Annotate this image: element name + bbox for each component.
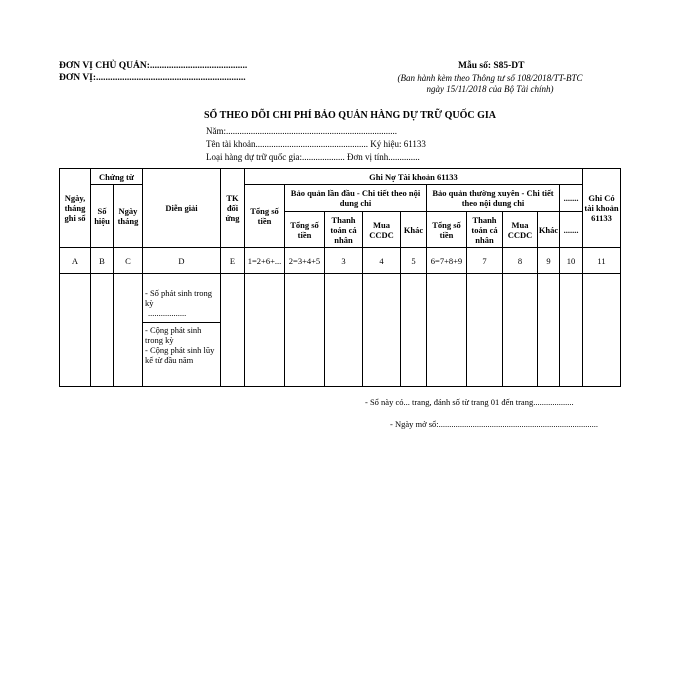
body-cell	[467, 274, 503, 387]
total-in-period: - Cộng phát sinh trong kỳ	[145, 325, 202, 345]
body-cell	[503, 274, 538, 387]
first-tools: Mua CCDC	[363, 212, 401, 248]
col-code: 3	[325, 248, 363, 274]
page-count-note: - Sổ này có... trang, đánh số từ trang 01 đến trang...................	[365, 397, 574, 407]
header-dots: .......	[560, 185, 583, 212]
header-voucher-no: Số hiệu	[91, 185, 114, 248]
body-cell	[60, 274, 91, 387]
regular-other: Khác	[538, 212, 560, 248]
page-title: SỔ THEO DÕI CHI PHÍ BẢO QUẢN HÀNG DỰ TRỮ QUỐC GIA	[204, 110, 496, 121]
col-code: D	[143, 248, 221, 274]
header-credit-61133: Ghi Có tài khoản 61133	[583, 169, 621, 248]
blank-entry-line: ..................	[148, 308, 187, 318]
header-debit-61133: Ghi Nợ Tài khoản 61133	[245, 169, 583, 185]
col-code: A	[60, 248, 91, 274]
body-cell	[285, 274, 325, 387]
body-cell	[363, 274, 401, 387]
col-code: 9	[538, 248, 560, 274]
header-first-storage: Bảo quản lần đầu - Chi tiết theo nội dung chi	[285, 185, 427, 212]
body-cell	[401, 274, 427, 387]
col-code: 4	[363, 248, 401, 274]
col-code: 7	[467, 248, 503, 274]
open-date-note: - Ngày mở sổ:...........................................................................	[390, 419, 599, 429]
ledger-table	[59, 168, 621, 387]
regular-tools: Mua CCDC	[503, 212, 538, 248]
header-date: Ngày, tháng ghi sổ	[60, 169, 91, 248]
regular-personal: Thanh toán cá nhân	[467, 212, 503, 248]
col-code: 6=7+8+9	[427, 248, 467, 274]
issued-line-2: ngày 15/11/2018 của Bộ Tài chính)	[426, 84, 554, 94]
arising-in-period: - Số phát sinh trong kỳ	[145, 288, 213, 308]
first-personal: Thanh toán cá nhân	[325, 212, 363, 248]
body-cell	[221, 274, 245, 387]
regular-total: Tổng số tiền	[427, 212, 467, 248]
col-code: 10	[560, 248, 583, 274]
col-code: 5	[401, 248, 427, 274]
body-cell	[427, 274, 467, 387]
col-code: C	[114, 248, 143, 274]
col-code: 11	[583, 248, 621, 274]
first-other: Khác	[401, 212, 427, 248]
year-field: Năm:............................................................................	[206, 126, 397, 136]
col-code: B	[91, 248, 114, 274]
account-field: Tên tài khoản.................................................. Ký hiệu: 61133	[206, 139, 426, 149]
header-total: Tổng số tiền	[245, 185, 285, 248]
cumulative-from-year-start: - Cộng phát sinh lũy kế từ đầu năm	[145, 345, 215, 365]
header-voucher: Chứng từ	[91, 169, 143, 185]
col-code: E	[221, 248, 245, 274]
extra-dots: .......	[560, 212, 583, 248]
issued-line-1: (Ban hành kèm theo Thông tư số 108/2018/TT-BTC	[397, 73, 583, 83]
body-cell	[560, 274, 583, 387]
header-description: Diễn giải	[143, 169, 221, 248]
description-body	[143, 274, 221, 387]
body-cell	[91, 274, 114, 387]
body-cell	[538, 274, 560, 387]
col-code: 1=2+6+...	[245, 248, 285, 274]
body-cell	[245, 274, 285, 387]
unit-label: ĐƠN VỊ:...............................................................	[59, 73, 246, 83]
header-voucher-date: Ngày tháng	[114, 185, 143, 248]
body-cell	[114, 274, 143, 387]
form-code: Mẫu số: S85-DT	[458, 61, 525, 71]
first-total: Tổng số tiền	[285, 212, 325, 248]
body-cell	[583, 274, 621, 387]
header-regular-storage: Bảo quản thường xuyên - Chi tiết theo nội dung chi	[427, 185, 560, 212]
col-code: 2=3+4+5	[285, 248, 325, 274]
goods-type-field: Loại hàng dự trữ quốc gia:................... Đơn vị tính..............	[206, 152, 420, 162]
col-code: 8	[503, 248, 538, 274]
header-contra-account: TK đối ứng	[221, 169, 245, 248]
unit-owner-label: ĐƠN VỊ CHỦ QUẢN:.........................................	[59, 61, 248, 71]
body-cell	[325, 274, 363, 387]
